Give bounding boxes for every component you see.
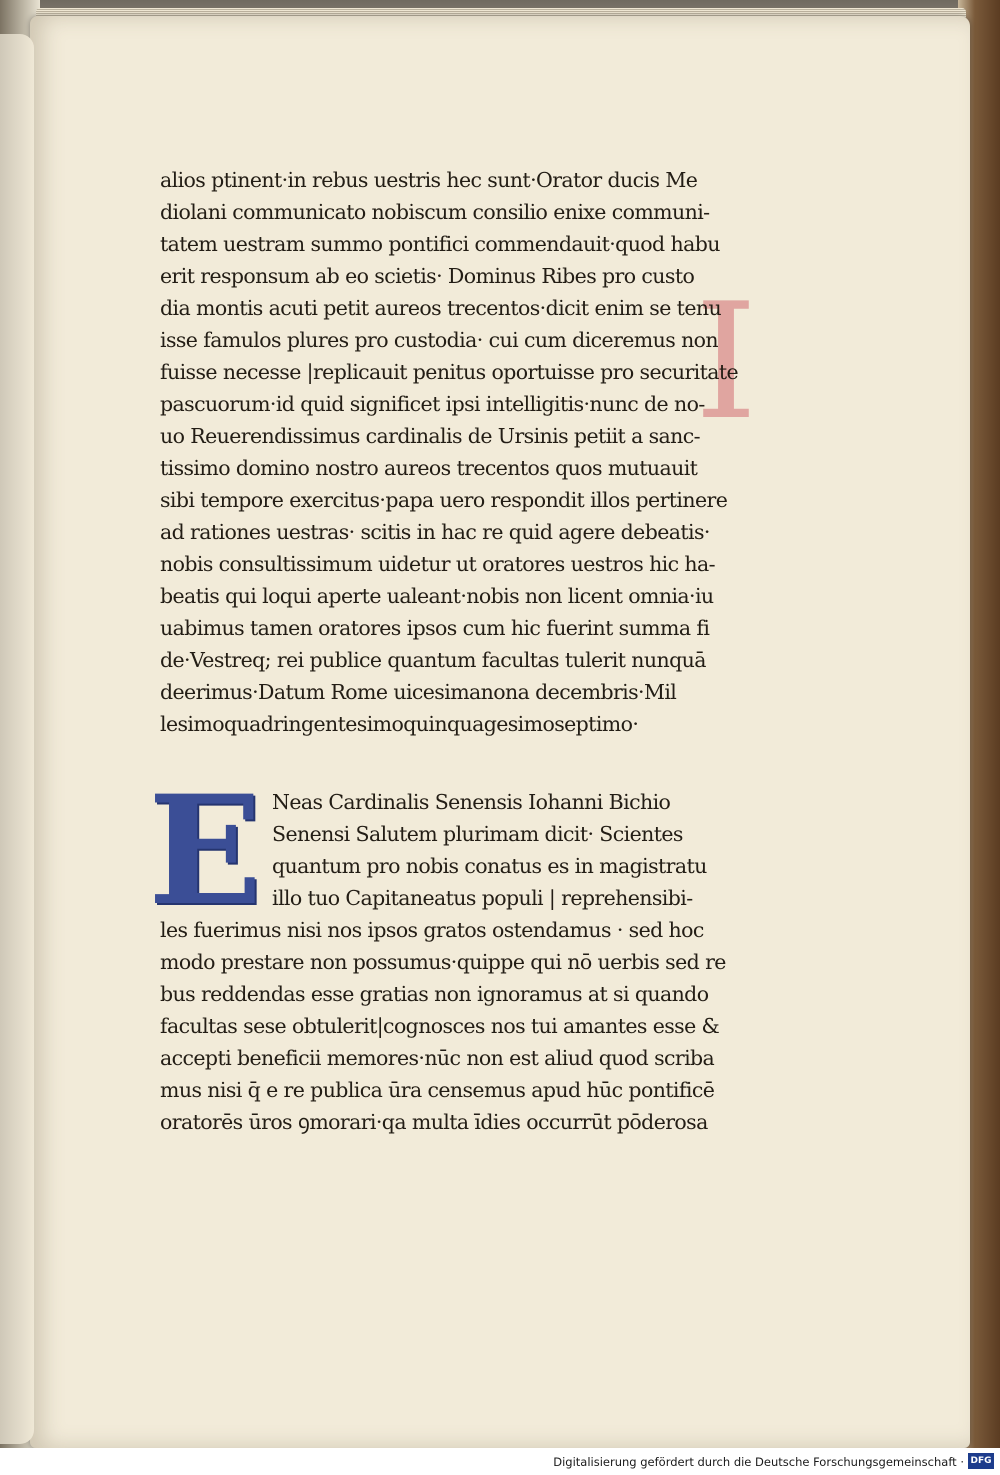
text-line: diolani communicato nobiscum consilio enixe communi- [160, 200, 710, 224]
letter-line: facultas sese obtulerit|cognosces nos tui amantes esse & [160, 1014, 720, 1038]
letter-line: Senensi Salutem plurimam dicit· Scientes [272, 822, 683, 846]
text-line: sibi tempore exercitus·papa uero respondit illos pertinere [160, 488, 728, 512]
text-line: lesimoquadringentesimoquinquagesimoseptimo· [160, 712, 639, 736]
letter-line: illo tuo Capitaneatus populi | reprehensibi- [272, 886, 693, 910]
dfg-logo: DFG [968, 1453, 994, 1469]
text-line: tatem uestram summo pontifici commendauit·quod habu [160, 232, 720, 256]
letter-line: quantum pro nobis conatus es in magistratu [272, 854, 707, 878]
show-through [762, 740, 872, 940]
text-line: de·Vestreq; rei publice quantum facultas tulerit nunquā [160, 648, 706, 672]
letter-line: les fuerimus nisi nos ipsos gratos ostendamus · sed hoc [160, 918, 704, 942]
text-line: deerimus·Datum Rome uicesimanona decembris·Mil [160, 680, 677, 704]
text-line: alios ptinent·in rebus uestris hec sunt·Orator ducis Me [160, 168, 698, 192]
letter-line: Neas Cardinalis Senensis Iohanni Bichio [272, 790, 671, 814]
footer-credit: Digitalisierung gefördert durch die Deutsche Forschungsgemeinschaft · [553, 1455, 964, 1469]
text-line: beatis qui loqui aperte ualeant·nobis non licent omnia·iu [160, 584, 714, 608]
text-line: dia montis acuti petit aureos trecentos·dicit enim se tenu [160, 296, 722, 320]
left-page-leaf [0, 34, 34, 1444]
letter-line: modo prestare non possumus·quippe qui nō uerbis sed re [160, 950, 726, 974]
text-line: tissimo domino nostro aureos trecentos quos mutuauit [160, 456, 698, 480]
text-line: isse famulos plures pro custodia· cui cum diceremus non [160, 328, 719, 352]
text-block [160, 164, 772, 1138]
text-line: ad rationes uestras· scitis in hac re quid agere debeatis· [160, 520, 710, 544]
decorated-initial: E [148, 763, 263, 939]
text-line: pascuorum·id quid significet ipsi intelligitis·nunc de no- [160, 392, 705, 416]
rubric-initial: I [694, 296, 758, 428]
footer-bar [0, 1448, 1000, 1475]
letter-line: bus reddendas esse gratias non ignoramus at si quando [160, 982, 709, 1006]
text-line: fuisse necesse |replicauit penitus oportuisse pro securitate [160, 360, 739, 384]
text-line: uabimus tamen oratores ipsos cum hic fuerint summa fi [160, 616, 710, 640]
text-line: erit responsum ab eo scietis· Dominus Ribes pro custo [160, 264, 695, 288]
letter-line: accepti beneficii memores·nūc non est aliud quod scriba [160, 1046, 715, 1070]
text-line: nobis consultissimum uidetur ut oratores uestros hic ha- [160, 552, 715, 576]
letter-line: oratorēs ūros ꝯmorari·qa multa īdies occurrūt pōderosa [160, 1110, 708, 1134]
letter-line: mus nisi q̄ e re publica ūra censemus apud hūc pontificē [160, 1078, 715, 1102]
text-line: uo Reuerendissimus cardinalis de Ursinis petiit a sanc- [160, 424, 700, 448]
